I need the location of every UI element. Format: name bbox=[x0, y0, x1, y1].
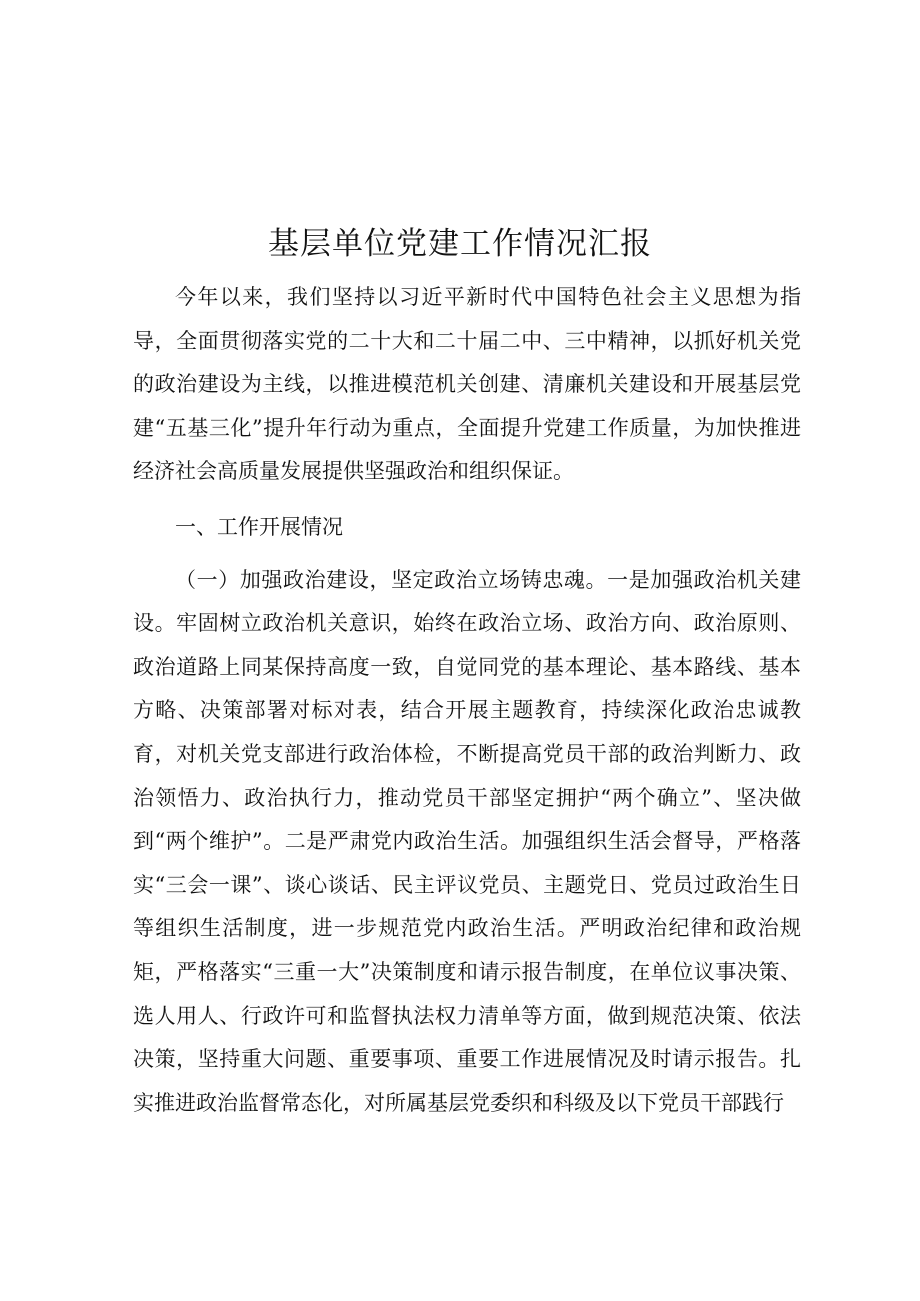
document-body bbox=[133, 276, 801, 1125]
intro-paragraph: 今年以来，我们坚持以习近平新时代中国特色社会主义思想为指导，全面贯彻落实党的二十大和二十届二中、三中精神，以抓好机关党的政治建设为主线，以推进模范机关创建、清廉机关建设和开展基层党建“五基三化”提升年行动为重点，全面提升党建工作质量，为加快推进经济社会高质量发展提供坚强政治和组织保证。 bbox=[133, 285, 801, 484]
document-title: 基层单位党建工作情况汇报 bbox=[268, 226, 652, 262]
section-heading: 一、工作开展情况 bbox=[175, 514, 343, 539]
section-paragraph: （一）加强政治建设，坚定政治立场铸忠魂。一是加强政治机关建设。牢固树立政治机关意识，始终在政治立场、政治方向、政治原则、政治道路上同某保持高度一致，自觉同党的基本理论、基本路线、基本方略、决策部署对标对表，结合开展主题教育，持续深化政治忠诚教育，对机关党支部进行政治体检，不断提高党员干部的政治判断力、政治领悟力、政治执行力，推动党员干部坚定拥护“两个确立”、坚决做到“两个维护”。二是严肃党内政治生活。加强组织生活会督导，严格落实“三会一课”、谈心谈话、民主评议党员、主题党日、党员过政治生日等组织生活制度，进一步规范党内政治生活。严明政治纪律和政治规矩，严格落实“三重一大”决策制度和请示报告制度，在单位议事决策、选人用人、行政许可和监督执法权力清单等方面，做到规范决策、依法决策，坚持重大问题、重要事项、重要工作进展情况及时请示报告。扎实推进政治监督常态化，对所属基层党委织和科级及以下党员干部践行 bbox=[133, 567, 801, 1115]
